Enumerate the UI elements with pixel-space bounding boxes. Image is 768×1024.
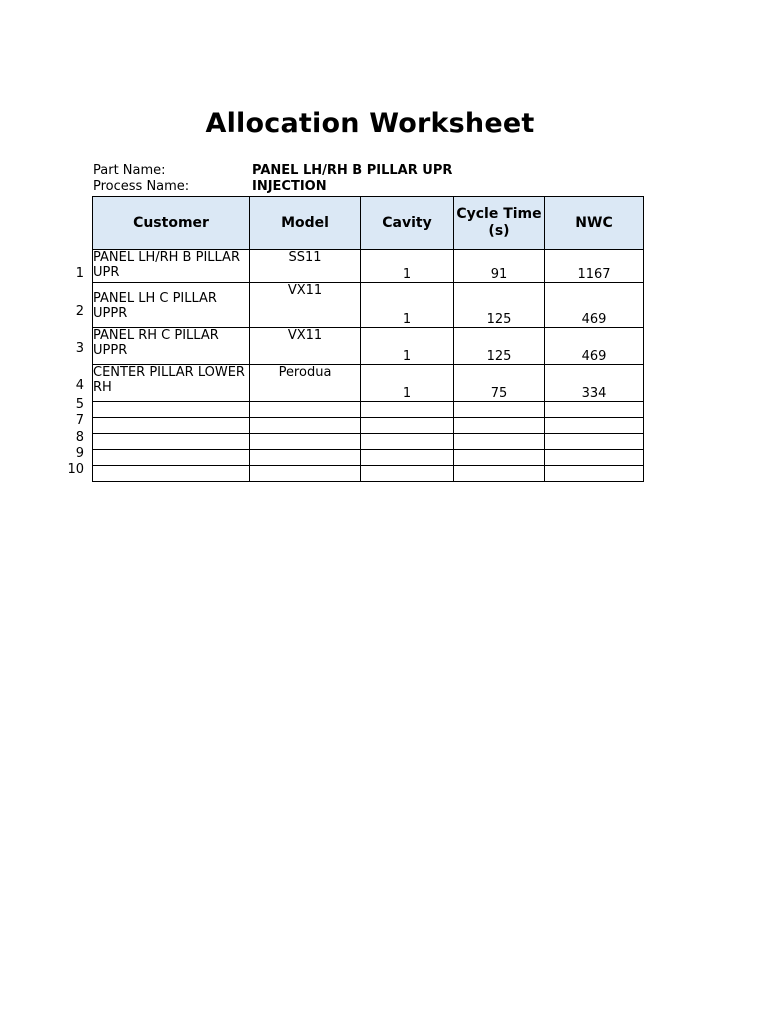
empty-cell	[361, 466, 454, 482]
cell-cycle-time: 91	[454, 250, 545, 283]
empty-cell	[454, 466, 545, 482]
empty-cell	[250, 450, 361, 466]
row-index: 1	[75, 266, 84, 281]
process-name-label: Process Name:	[93, 179, 190, 194]
row-index: 5	[75, 397, 84, 412]
empty-cell	[545, 450, 644, 466]
empty-cell	[250, 434, 361, 450]
table-row	[93, 365, 644, 402]
worksheet-title: Allocation Worksheet	[205, 108, 535, 139]
empty-cell	[454, 402, 545, 418]
cell-nwc: 469	[545, 283, 644, 328]
table-row-empty	[93, 434, 644, 450]
table-row-empty	[93, 466, 644, 482]
empty-cell	[93, 402, 250, 418]
row-index: 3	[75, 341, 84, 356]
cell-cycle-time: 75	[454, 365, 545, 402]
cell-nwc: 1167	[545, 250, 644, 283]
header-nwc: NWC	[545, 197, 644, 250]
empty-cell	[545, 434, 644, 450]
cell-model: VX11	[250, 283, 361, 328]
cell-customer: PANEL LH/RH B PILLAR UPR	[93, 250, 250, 283]
cell-model: SS11	[250, 250, 361, 283]
empty-cell	[250, 402, 361, 418]
cell-cavity: 1	[361, 365, 454, 402]
empty-cell	[545, 418, 644, 434]
table-row-empty	[93, 450, 644, 466]
cell-cavity: 1	[361, 283, 454, 328]
cell-cavity: 1	[361, 250, 454, 283]
empty-cell	[361, 418, 454, 434]
cell-nwc: 334	[545, 365, 644, 402]
empty-cell	[250, 418, 361, 434]
allocation-table	[92, 196, 644, 482]
empty-cell	[454, 434, 545, 450]
empty-cell	[93, 450, 250, 466]
cell-customer: PANEL RH C PILLAR UPPR	[93, 328, 250, 365]
empty-cell	[545, 402, 644, 418]
empty-cell	[361, 434, 454, 450]
row-index: 4	[75, 378, 84, 393]
process-name-value: INJECTION	[252, 179, 327, 194]
table-row	[93, 328, 644, 365]
empty-cell	[545, 466, 644, 482]
cell-cycle-time: 125	[454, 328, 545, 365]
header-cycle-time: Cycle Time (s)	[454, 197, 545, 250]
table-row	[93, 250, 644, 283]
header-cavity: Cavity	[361, 197, 454, 250]
row-index: 8	[75, 430, 84, 445]
row-index: 7	[75, 413, 84, 428]
empty-cell	[250, 466, 361, 482]
empty-cell	[361, 450, 454, 466]
table-row-empty	[93, 402, 644, 418]
cell-cycle-time: 125	[454, 283, 545, 328]
cell-customer: CENTER PILLAR LOWER RH	[93, 365, 250, 402]
empty-cell	[361, 402, 454, 418]
cell-model: Perodua	[250, 365, 361, 402]
empty-cell	[93, 434, 250, 450]
header-customer: Customer	[93, 197, 250, 250]
empty-cell	[454, 418, 545, 434]
cell-model: VX11	[250, 328, 361, 365]
table-row-empty	[93, 418, 644, 434]
row-index: 10	[67, 462, 84, 477]
part-name-label: Part Name:	[93, 163, 166, 178]
table-row	[93, 283, 644, 328]
row-index: 2	[75, 304, 84, 319]
cell-customer: PANEL LH C PILLAR UPPR	[93, 283, 250, 328]
empty-cell	[93, 466, 250, 482]
table-header-row	[93, 197, 644, 250]
part-name-value: PANEL LH/RH B PILLAR UPR	[252, 163, 453, 178]
cell-nwc: 469	[545, 328, 644, 365]
empty-cell	[93, 418, 250, 434]
empty-cell	[454, 450, 545, 466]
header-model: Model	[250, 197, 361, 250]
cell-cavity: 1	[361, 328, 454, 365]
row-index: 9	[75, 446, 84, 461]
